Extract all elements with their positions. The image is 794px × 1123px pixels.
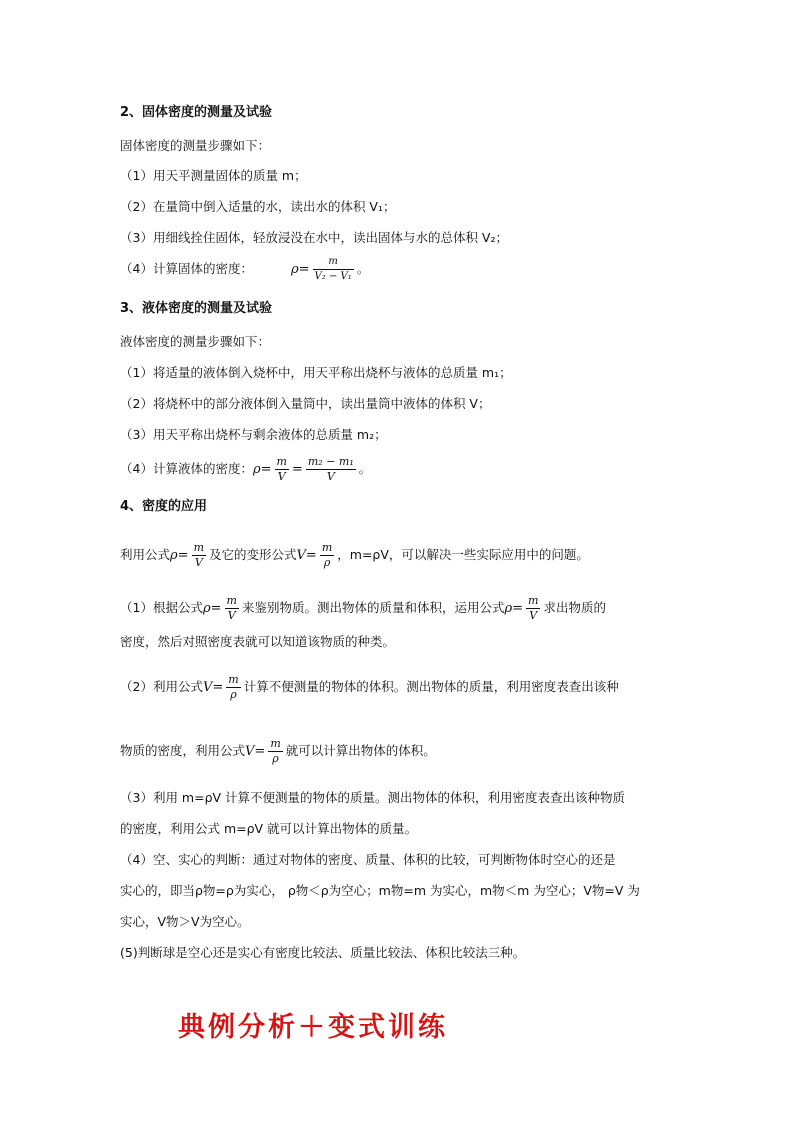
section-3-step-3: （3）用天平称出烧杯与剩余液体的总质量 m₂； <box>120 427 387 442</box>
section-4-intro: 利用公式ρ= $\frac{m}{V}$ 及它的变形公式V= $\frac{m}{\rho}$ ，m=ρV，可以解决一些实际应用中的问题。 <box>120 541 589 569</box>
section-4-item-1-line-2: 密度，然后对照密度表就可以知道该物质的种类。 <box>120 634 396 649</box>
section-4-item-4-line-1: （4）空、实心的判断：通过对物体的密度、质量、体积的比较，可判断物体时空心的还是 <box>120 852 616 867</box>
section-4-item-2-line-2: 物质的密度，利用公式V= $\frac{m}{\rho}$ 就可以计算出物体的体积。 <box>120 737 436 765</box>
section-2-step-3: （3）用细线拴住固体，轻放浸没在水中，读出固体与水的总体积 V₂； <box>120 230 508 245</box>
section-3-title: 3、液体密度的测量及试验 <box>120 301 273 316</box>
section-4-item-4-line-2: 实心的，即当ρ物=ρ为实心， ρ物＜ρ为空心；m物=m 为实心，m物＜m 为空心；V物=V 为 <box>120 883 640 898</box>
formula-density: ρ= $\frac{m}{V}$ <box>170 541 205 569</box>
formula-volume: V= $\frac{m}{\rho}$ <box>296 541 333 569</box>
section-2-step-4: （4）计算固体的密度： ρ= $\frac{m}{\text{V₂ − V₁}}$ 。 <box>120 256 370 282</box>
section-4-item-5: (5)判断球是空心还是实心有密度比较法、质量比较法、体积比较法三种。 <box>120 945 526 960</box>
section-4-item-3-line-2: 的密度，利用公式 m=ρV 就可以计算出物体的质量。 <box>120 821 418 836</box>
section-4-title: 4、密度的应用 <box>120 499 208 514</box>
section-4-item-2-line-1: （2）利用公式V= $\frac{m}{\rho}$ 计算不便测量的物体的体积。测出物体的质量，利用密度表查出该种 <box>120 673 619 701</box>
section-2-step-2: （2）在量筒中倒入适量的水，读出水的体积 V₁； <box>120 199 396 214</box>
section-4-item-3-line-1: （3）利用 m=ρV 计算不便测量的物体的质量。测出物体的体积，利用密度表查出该种物质 <box>120 790 626 805</box>
section-2-step-1: （1）用天平测量固体的质量 m； <box>120 168 307 183</box>
section-2-title: 2、固体密度的测量及试验 <box>120 105 273 120</box>
section-3-step-2: （2）将烧杯中的部分液体倒入量筒中，读出量筒中液体的体积 V； <box>120 396 491 411</box>
section-4-item-4-line-3: 实心，V物＞V为空心。 <box>120 914 250 929</box>
section-3-intro: 液体密度的测量步骤如下： <box>120 334 271 349</box>
section-banner: 典例分析＋变式训练 <box>178 1012 448 1043</box>
formula-liquid-density: ρ= $\frac{m}{V}$ = $\frac{\text{m₂ − m₁}}{V}$ <box>252 455 354 483</box>
formula-solid-density: ρ= $\frac{m}{\text{V₂ − V₁}}$ <box>290 256 352 282</box>
section-2-intro: 固体密度的测量步骤如下： <box>120 138 271 153</box>
section-3-step-1: （1）将适量的液体倒入烧杯中，用天平称出烧杯与液体的总质量 m₁； <box>120 365 512 380</box>
section-3-step-4: （4）计算液体的密度：ρ= $\frac{m}{V}$ = $\frac{\text{m₂ − m₁}}{V}$ 。 <box>120 455 372 483</box>
section-4-item-1-line-1: （1）根据公式ρ= $\frac{m}{V}$ 来鉴别物质。测出物体的质量和体积，运用公式ρ= $\frac{m}{V}$ 求出物质的 <box>120 594 606 622</box>
section-2-step-4-label: （4）计算固体的密度： <box>120 261 253 276</box>
